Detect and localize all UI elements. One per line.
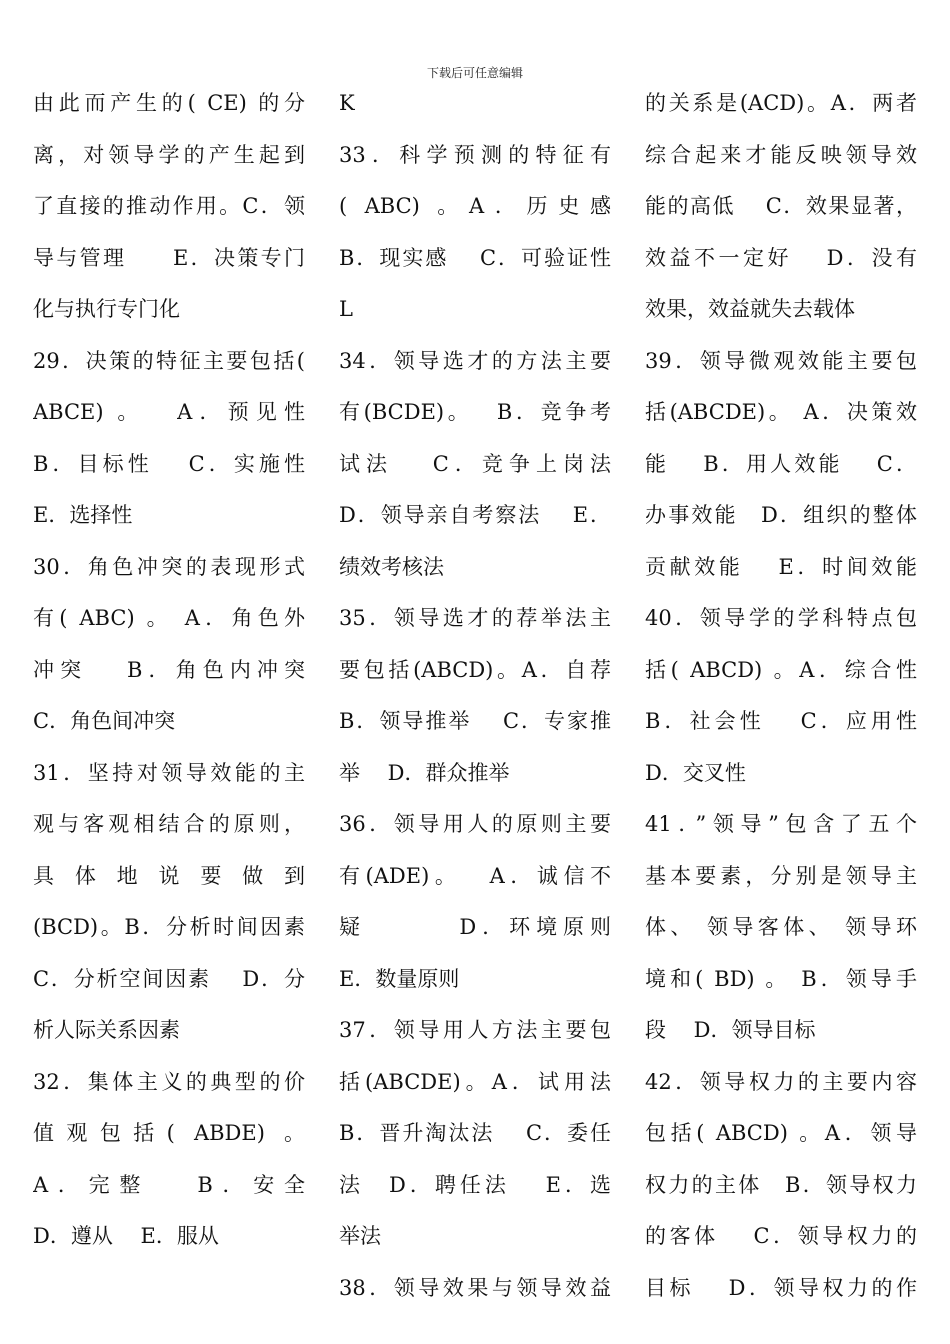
text-line: 效益不一定好 D．没有 [645, 245, 917, 270]
text-column-1 [33, 78, 305, 1263]
text-line: L [339, 297, 353, 321]
text-line: 有(BCDE)。 B．竞争考 [339, 400, 611, 424]
text-line: 基本要素，分别是领导主 [645, 863, 917, 888]
text-line: 42．领导权力的主要内容 [645, 1069, 917, 1094]
text-line: 值观包括( ABDE) 。 [33, 1121, 305, 1145]
text-line: 析人际关系因素 [33, 1018, 180, 1042]
text-line: 35．领导选才的荐举法主 [339, 606, 611, 630]
text-line: B．现实感 C．可验证性 [339, 245, 611, 270]
text-line: 观与客观相结合的原则， [33, 812, 305, 836]
text-line: 的关系是(ACD)。A．两者 [645, 91, 917, 115]
text-line: 包括( ABCD) 。A．领导 [645, 1121, 917, 1145]
text-line: (BCD)。B．分析时间因素 [33, 915, 305, 939]
text-line: 39．领导微观效能主要包 [645, 348, 917, 373]
text-line: 目标 D．领导权力的作 [645, 1275, 917, 1300]
text-line: 36．领导用人的原则主要 [339, 812, 611, 836]
text-line: 括(ABCDE)。 A．决策效 [645, 400, 917, 424]
text-line: 权力的主体 B．领导权力 [645, 1172, 917, 1197]
text-line: A．完整 B．安全 [33, 1172, 305, 1197]
page-header: 下载后可任意编辑 [426, 66, 523, 80]
text-line: 境和( BD) 。 B．领导手 [645, 966, 917, 991]
text-line: C．分析空间因素 D．分 [33, 966, 305, 991]
text-line: 由此而产生的( CE) 的分 [33, 91, 305, 115]
text-line: B．晋升淘汰法 C．委任 [339, 1121, 611, 1145]
text-line: 32．集体主义的典型的价 [33, 1069, 305, 1094]
text-line: D．交叉性 [645, 760, 746, 785]
text-line: 绩效考核法 [339, 554, 444, 579]
text-line: 体、 领导客体、 领导环 [645, 915, 917, 939]
text-line: B．领导推举 C．专家推 [339, 709, 611, 733]
text-line: 贡献效能 E．时间效能 [645, 554, 917, 579]
text-line: B．社会性 C．应用性 [645, 709, 917, 733]
text-line: D．遵从 E．服从 [33, 1224, 219, 1248]
text-line: 导与管理 E．决策专门 [33, 245, 305, 270]
text-line: 试法 C．竞争上岗法 [339, 451, 611, 476]
text-line: 综合起来才能反映领导效 [645, 142, 917, 167]
text-line: 化与执行专门化 [33, 297, 180, 321]
text-line: 41．”领导”包含了五个 [645, 812, 917, 836]
text-line: 效果，效益就失去载体 [645, 297, 855, 321]
text-line: 的客体 C．领导权力的 [645, 1224, 917, 1248]
text-line: 37．领导用人方法主要包 [339, 1018, 611, 1042]
text-line: 冲突 B．角色内冲突 [33, 657, 305, 682]
text-line: C．角色间冲突 [33, 709, 176, 733]
text-column-3 [645, 78, 917, 1314]
text-line: 办事效能 D．组织的整体 [645, 503, 917, 527]
text-line: 有( ABC) 。 A．角色外 [33, 606, 305, 630]
text-line: 了直接的推动作用。C．领 [33, 194, 305, 218]
text-line: E．数量原则 [339, 966, 460, 991]
text-line: 具体地说要做到 [33, 863, 305, 888]
text-line: K [339, 91, 355, 115]
text-line: 能 B．用人效能 C． [645, 451, 917, 476]
text-line: 31．坚持对领导效能的主 [33, 760, 305, 785]
text-line: ( ABC) 。A．历史感 [339, 194, 611, 218]
text-line: 40．领导学的学科特点包 [645, 606, 917, 630]
text-line: 要包括(ABCD)。A．自荐 [339, 657, 611, 682]
text-line: 33．科学预测的特征有 [339, 142, 611, 167]
text-line: 举法 [339, 1224, 381, 1248]
text-line: 有(ADE)。 A．诚信不 [339, 863, 611, 888]
text-line: 括(ABCDE)。A．试用法 [339, 1069, 611, 1094]
text-line: 法 D．聘任法 E．选 [339, 1172, 611, 1197]
text-line: 疑 D．环境原则 [339, 915, 611, 939]
text-column-2 [339, 78, 611, 1314]
text-line: 括( ABCD) 。A．综合性 [645, 657, 917, 682]
text-line: 段 D．领导目标 [645, 1018, 816, 1042]
text-line: 29．决策的特征主要包括( [33, 348, 305, 373]
text-line: B．目标性 C．实施性 [33, 451, 305, 476]
text-line: ABCE) 。 A．预见性 [33, 400, 305, 424]
text-line: 能的高低 C．效果显著， [645, 194, 917, 218]
text-line: D．领导亲自考察法 E． [339, 503, 611, 527]
text-line: 举 D．群众推举 [339, 760, 510, 785]
text-line: 38．领导效果与领导效益 [339, 1275, 611, 1300]
text-line: E．选择性 [33, 503, 133, 527]
text-line: 34．领导选才的方法主要 [339, 348, 611, 373]
text-line: 离，对领导学的产生起到 [33, 142, 305, 167]
text-line: 30．角色冲突的表现形式 [33, 554, 305, 579]
